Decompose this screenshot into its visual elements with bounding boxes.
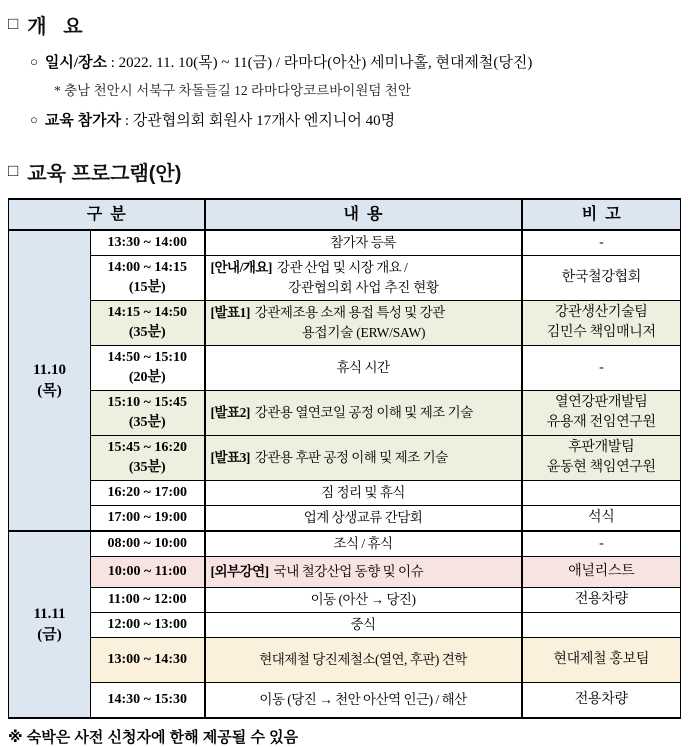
content-cell — [205, 531, 522, 557]
content-line — [211, 448, 517, 468]
colon-separator: : — [107, 55, 119, 71]
duration-text: (15분) — [128, 280, 166, 295]
program-heading — [8, 157, 680, 186]
time-text: 11:00 ~ 12:00 — [107, 592, 187, 607]
circle-bullet-icon: ○ — [30, 112, 38, 127]
time-cell — [91, 256, 205, 301]
schedule-row — [9, 638, 681, 683]
content-line2: 강관협의회 사업 추진 현황 — [288, 280, 439, 295]
note-cell — [522, 613, 681, 638]
schedule-row — [9, 506, 681, 532]
time-cell — [91, 638, 205, 683]
table-header — [9, 199, 681, 230]
time-cell — [91, 613, 205, 638]
schedule-row — [9, 481, 681, 506]
time-cell — [91, 436, 205, 481]
note-cell — [522, 346, 681, 391]
content-line — [210, 233, 517, 253]
schedule-row — [9, 531, 681, 557]
schedule-row — [9, 391, 681, 436]
content-cell — [205, 481, 522, 506]
date-place-label: 일시/장소 — [44, 55, 107, 71]
content-text: 강관제조용 소재 용접 특성 및 강관 — [254, 305, 445, 320]
note-text: 후판개발팀 — [568, 440, 635, 455]
note-text: - — [599, 360, 604, 375]
spacer — [8, 137, 680, 153]
content-text: 참가자 등록 — [330, 235, 396, 250]
content-line — [210, 590, 517, 610]
time-cell — [91, 301, 205, 346]
note-text: 한국철강협회 — [561, 270, 641, 285]
session-tag: [발표3] — [210, 450, 250, 465]
content-line — [210, 534, 517, 554]
time-cell — [91, 588, 205, 613]
time-text: 17:00 ~ 19:00 — [107, 510, 188, 525]
schedule-row — [9, 613, 681, 638]
content-line — [211, 258, 517, 278]
content-text: 강관 산업 및 시장 개요 / — [276, 260, 408, 275]
date-label: 11.11 — [33, 605, 66, 622]
time-text: 15:10 ~ 15:45 — [107, 395, 188, 410]
session-tag: [안내/개요] — [210, 260, 272, 275]
program-title: 교육 프로그램(안) — [27, 163, 182, 185]
participants-value: 강관협의회 회원사 17개사 엔지니어 40명 — [132, 113, 396, 129]
session-tag: [발표1] — [210, 305, 250, 320]
time-cell — [91, 506, 205, 532]
duration-text: (35분) — [128, 460, 166, 475]
day-group — [9, 230, 681, 531]
content-cell — [205, 256, 522, 301]
schedule-row — [9, 683, 681, 719]
note-cell — [522, 557, 681, 588]
note-cell — [522, 230, 681, 256]
header-row — [9, 199, 681, 230]
colon-separator: : — [121, 113, 133, 129]
lodging-note: ※ 숙박은 사전 신청자에 한해 제공될 수 있음 — [8, 729, 299, 746]
note-cell — [522, 683, 681, 719]
note-text: 열연강판개발팀 — [554, 395, 648, 410]
note-text: 전용차량 — [574, 592, 628, 607]
address-note: * 충남 천안시 서북구 차돌들길 12 라마다앙코르바이원덤 천안 — [54, 83, 411, 98]
header-bigo: 비 고 — [522, 199, 681, 230]
content-cell — [205, 588, 522, 613]
content-cell — [205, 230, 522, 256]
date-cell — [9, 230, 91, 531]
content-cell — [205, 506, 522, 532]
content-line — [210, 690, 517, 710]
content-text: 강관용 열연코일 공정 이해 및 제조 기술 — [254, 405, 473, 420]
time-text: 14:50 ~ 15:10 — [107, 350, 188, 365]
content-text: 업계 상생교류 간담회 — [303, 510, 423, 525]
duration-text: (35분) — [128, 325, 166, 340]
schedule-row — [9, 301, 681, 346]
note-cell — [522, 638, 681, 683]
content-line2: 용접기술 (ERW/SAW) — [301, 325, 426, 340]
day-group — [9, 531, 681, 718]
weekday-label: (금) — [37, 626, 62, 643]
time-text: 16:20 ~ 17:00 — [107, 485, 188, 500]
square-bullet-icon: □ — [8, 160, 19, 180]
content-cell — [205, 613, 522, 638]
session-tag: [발표2] — [210, 405, 250, 420]
schedule-row — [9, 436, 681, 481]
content-text: 이동 (당진 → 천안 아산역 인근) / 해산 — [259, 692, 467, 707]
time-text: 10:00 ~ 11:00 — [107, 564, 187, 579]
note-cell — [522, 506, 681, 532]
note-cell — [522, 481, 681, 506]
date-place-value: 2022. 11. 10(목) ~ 11(금) / 라마다(아산) 세미나홀, 현대제철(당진) — [118, 55, 533, 71]
content-text: 강관용 후판 공정 이해 및 제조 기술 — [254, 450, 448, 465]
content-text: 조식 / 휴식 — [333, 536, 393, 551]
note-text: 김민수 책임매니저 — [546, 325, 656, 340]
time-cell — [91, 683, 205, 719]
note-cell — [522, 301, 681, 346]
overview-heading — [8, 10, 680, 39]
duration-text: (20분) — [128, 370, 166, 385]
date-place-item — [30, 51, 680, 72]
time-text: 14:15 ~ 14:50 — [107, 305, 188, 320]
content-text: 국내 철강산업 동향 및 이슈 — [273, 564, 424, 579]
note-text: 현대제철 홍보팀 — [553, 652, 650, 667]
time-cell — [91, 531, 205, 557]
note-text: 애널리스트 — [568, 564, 635, 579]
note-text: 석식 — [588, 510, 615, 525]
note-cell — [522, 256, 681, 301]
content-text: 휴식 시간 — [336, 360, 390, 375]
header-naeyong: 내 용 — [205, 199, 522, 230]
schedule-row — [9, 557, 681, 588]
schedule-row — [9, 230, 681, 256]
note-text: 강관생산기술팀 — [554, 305, 648, 320]
content-cell — [205, 638, 522, 683]
content-cell — [205, 436, 522, 481]
note-text: 윤동현 책임연구원 — [546, 460, 656, 475]
content-cell — [205, 683, 522, 719]
content-line — [210, 650, 517, 670]
time-cell — [91, 481, 205, 506]
content-cell — [205, 557, 522, 588]
note-text: - — [599, 536, 604, 551]
note-cell — [522, 436, 681, 481]
participants-label: 교육 참가자 — [44, 113, 122, 129]
time-text: 08:00 ~ 10:00 — [107, 536, 188, 551]
duration-text: (35분) — [128, 415, 166, 430]
note-text: - — [599, 235, 604, 250]
content-line — [211, 303, 517, 323]
content-line — [211, 562, 517, 582]
time-cell — [91, 391, 205, 436]
note-text: 유용재 전임연구원 — [546, 415, 656, 430]
time-text: 13:30 ~ 14:00 — [107, 235, 188, 250]
content-cell — [205, 391, 522, 436]
participants-item — [30, 109, 680, 130]
content-cell — [205, 346, 522, 391]
circle-bullet-icon: ○ — [30, 54, 38, 69]
schedule-row — [9, 346, 681, 391]
note-text: 전용차량 — [574, 692, 628, 707]
program-schedule-table — [8, 198, 681, 719]
schedule-row — [9, 256, 681, 301]
time-text: 15:45 ~ 16:20 — [107, 440, 188, 455]
session-tag: [외부강연] — [210, 564, 269, 579]
overview-title: 개 요 — [27, 16, 83, 38]
note-cell — [522, 588, 681, 613]
date-label: 11.10 — [33, 361, 66, 378]
content-line — [210, 358, 517, 378]
content-text: 현대제철 당진제철소(열연, 후판) 견학 — [259, 652, 467, 667]
note-cell — [522, 391, 681, 436]
content-text: 이동 (아산 → 당진) — [310, 592, 416, 607]
time-text: 12:00 ~ 13:00 — [107, 617, 188, 632]
time-text: 14:00 ~ 14:15 — [107, 260, 188, 275]
content-line — [211, 403, 517, 423]
date-cell — [9, 531, 91, 718]
content-line — [210, 615, 517, 635]
content-line — [210, 508, 517, 528]
time-cell — [91, 557, 205, 588]
note-cell — [522, 531, 681, 557]
time-text: 13:00 ~ 14:30 — [107, 652, 188, 667]
schedule-row — [9, 588, 681, 613]
content-line — [210, 483, 517, 503]
header-gubun: 구 분 — [9, 199, 205, 230]
content-cell — [205, 301, 522, 346]
content-text: 짐 정리 및 휴식 — [321, 485, 405, 500]
time-cell — [91, 230, 205, 256]
content-text: 중식 — [350, 617, 376, 632]
time-cell — [91, 346, 205, 391]
weekday-label: (목) — [37, 382, 62, 399]
square-bullet-icon: □ — [8, 13, 19, 33]
time-text: 14:30 ~ 15:30 — [107, 692, 188, 707]
